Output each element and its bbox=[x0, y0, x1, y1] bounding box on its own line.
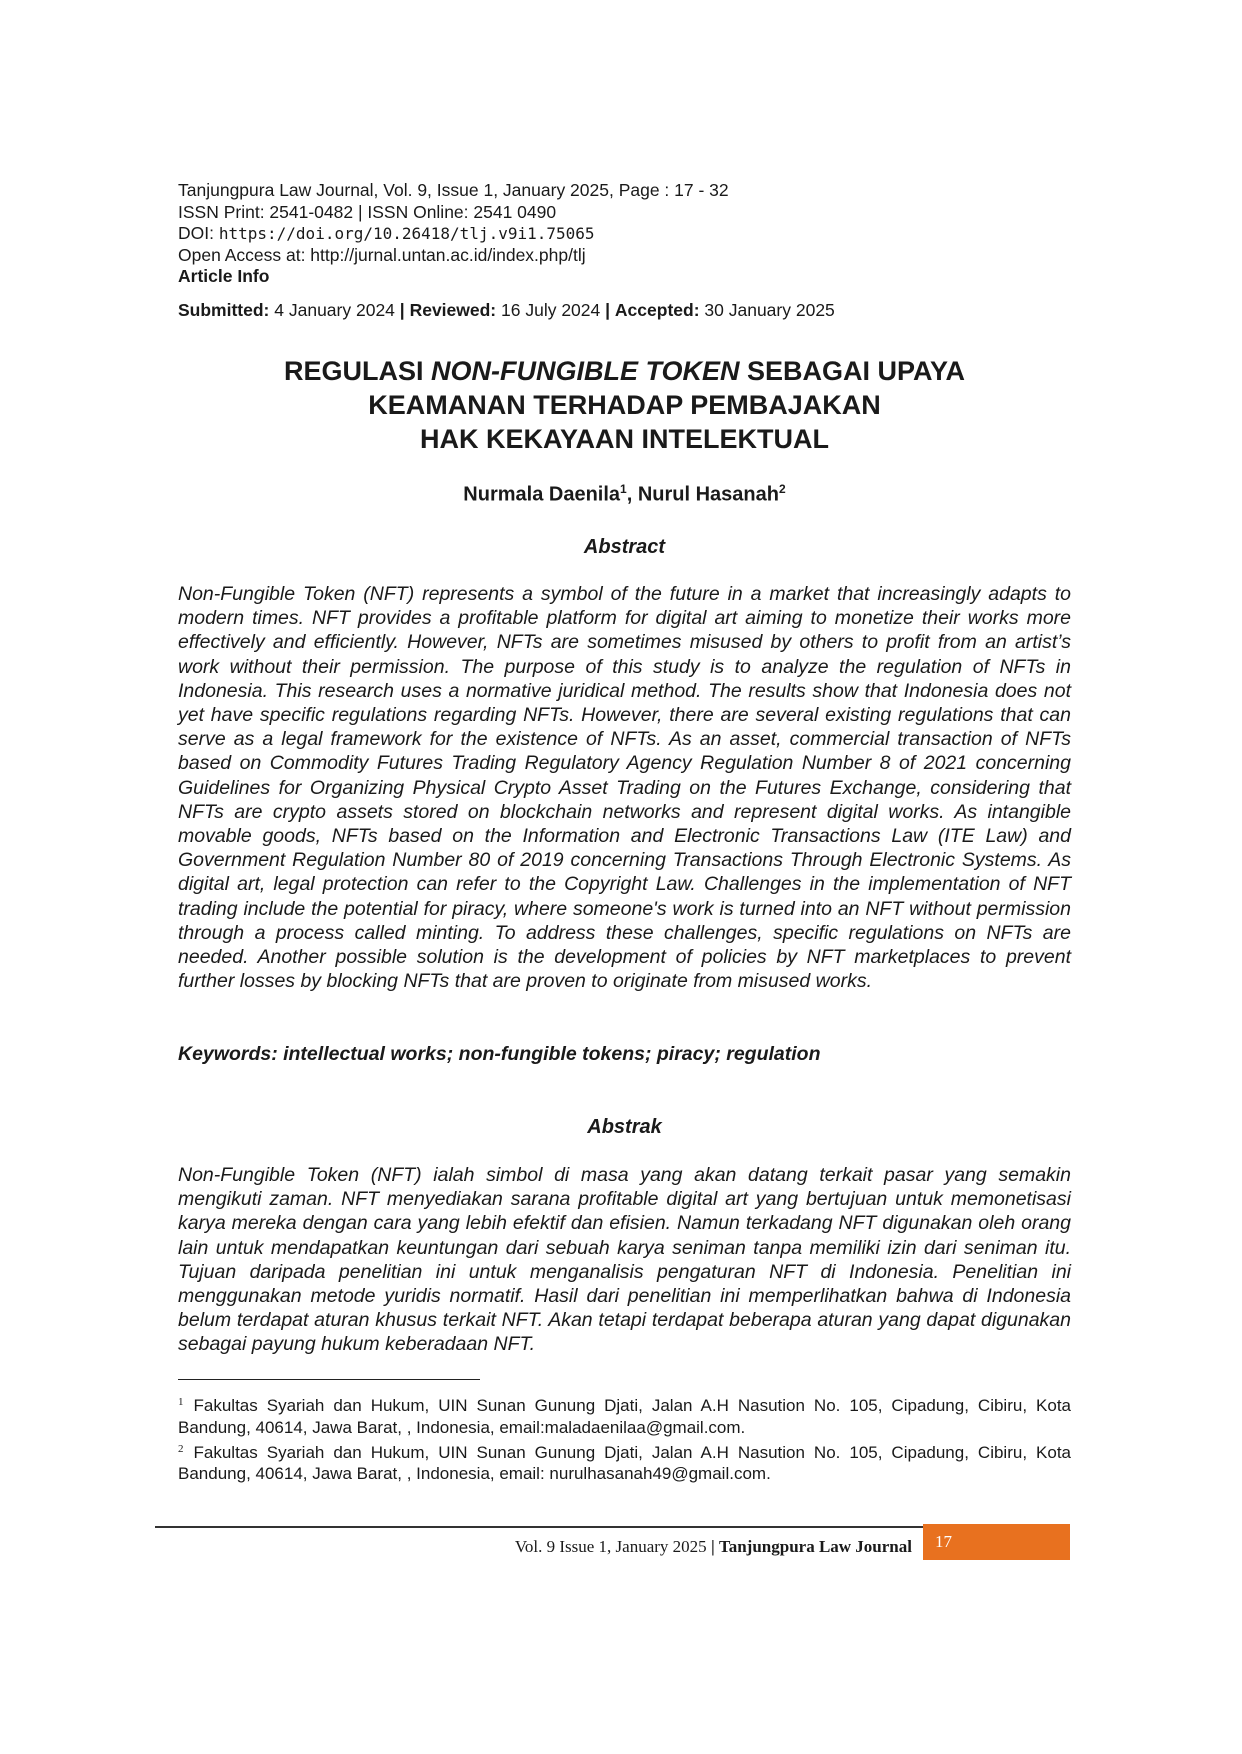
footer-volume: Vol. 9 Issue 1, January 2025 bbox=[514, 1537, 707, 1556]
footnote-mark: 1 bbox=[178, 1396, 184, 1408]
doi-label: DOI: bbox=[178, 223, 214, 243]
affiliation-mark: 2 bbox=[779, 482, 786, 496]
footer-divider bbox=[155, 1526, 923, 1528]
footer-separator: | bbox=[710, 1537, 715, 1556]
submission-dates bbox=[178, 300, 835, 321]
footnote-divider bbox=[178, 1379, 480, 1380]
footnote bbox=[178, 1392, 1071, 1439]
footnote-text: Fakultas Syariah dan Hukum, UIN Sunan Gunung Djati, Jalan A.H Nasution No. 105, Cipadung, Cibiru, Kota Bandung, 40614, Jawa Barat, , Indonesia, email:maladaenilaa@gmail.com. bbox=[178, 1396, 1071, 1437]
keywords: Keywords: intellectual works; non-fungible tokens; piracy; regulation bbox=[178, 1043, 821, 1065]
abstrak-heading: Abstrak bbox=[587, 1116, 662, 1138]
abstract-english: Non-Fungible Token (NFT) represents a symbol of the future in a market that increasingly adapts to modern times. NFT provides a profitable platform for digital art aiming to monetize their works more effectively and efficiently. However, NFTs are sometimes misused by others to profit from an artist’s work without their permission. The purpose of this study is to analyze the regulation of NFTs in Indonesia. This research uses a normative juridical method. The results show that Indonesia does not yet have specific regulations regarding NFTs. However, there are several existing regulations that can serve as a legal framework for the existence of NFTs. As an asset, commercial transaction of NFTs based on Commodity Futures Trading Regulatory Agency Regulation Number 8 of 2021 concerning Guidelines for Organizing Physical Crypto Asset Trading on the Futures Exchange, considering that NFTs are crypto assets stored on blockchain networks and represent digital works. As intangible movable goods, NFTs based on the Information and Electronic Transactions Law (ITE Law) and Government Regulation Number 80 of 2019 concerning Transactions Through Electronic Systems. As digital art, legal protection can refer to the Copyright Law. Challenges in the implementation of NFT trading include the potential for piracy, where someone's work is turned into an NFT without permission through a process called minting. To address these challenges, specific regulations on NFTs are needed. Another possible solution is the development of policies by NFT marketplaces to prevent further losses by blocking NFTs that are proven to originate from misused works. bbox=[178, 583, 1071, 993]
footnote-mark: 2 bbox=[178, 1442, 184, 1455]
article-info-label: Article Info bbox=[178, 266, 270, 286]
article-header bbox=[178, 180, 1078, 288]
accepted-date: 30 January 2025 bbox=[704, 300, 835, 320]
page-number: 17 bbox=[923, 1524, 1070, 1560]
reviewed-label: Reviewed: bbox=[409, 300, 497, 320]
journal-citation: Tanjungpura Law Journal, Vol. 9, Issue 1, January 2025, Page : 17 - 32 bbox=[178, 180, 729, 200]
author-name: Nurul Hasanah bbox=[637, 483, 779, 506]
article-title bbox=[178, 354, 1071, 456]
footnotes bbox=[178, 1392, 1071, 1485]
author-name: Nurmala Daenila bbox=[463, 483, 621, 506]
abstract-indonesian: Non-Fungible Token (NFT) ialah simbol di masa yang akan datang terkait pasar yang semakin mengikuti zaman. NFT menyediakan sarana profitable digital art yang bertujuan untuk memonetisasi karya mereka dengan cara yang lebih efektif dan efisien. Namun terkadang NFT digunakan oleh orang lain untuk mendapatkan keuntungan dari sebuah karya seniman tanpa memiliki izin dari seniman itu. Tujuan daripada penelitian ini untuk menganalisis pengaturan NFT di Indonesia. Penelitian ini menggunakan metode yuridis normatif. Hasil dari penelitian ini memperlihatkan bahwa di Indonesia belum terdapat aturan khusus terkait NFT. Akan tetapi terdapat beberapa aturan yang dapat digunakan sebagai payung hukum keberadaan NFT. bbox=[178, 1164, 1071, 1356]
date-separator: | bbox=[399, 300, 405, 320]
running-footer bbox=[400, 1537, 912, 1557]
title-line-2: KEAMANAN TERHADAP PEMBAJAKAN bbox=[368, 390, 881, 420]
submitted-label: Submitted: bbox=[178, 300, 270, 320]
footnote bbox=[178, 1439, 1071, 1486]
author-list: Nurmala Daenila$^1$, Nurul Hasanah$^2$ bbox=[463, 482, 786, 506]
abstract-heading: Abstract bbox=[583, 536, 666, 558]
title-line-3: HAK KEKAYAAN INTELEKTUAL bbox=[419, 424, 830, 454]
date-separator: | bbox=[605, 300, 611, 320]
title-line-1: REGULASI NON-FUNGIBLE TOKEN SEBAGAI UPAYA bbox=[283, 356, 966, 386]
footnote-text: Fakultas Syariah dan Hukum, UIN Sunan Gunung Djati, Jalan A.H Nasution No. 105, Cipadung, Cibiru, Kota Bandung, 40614, Jawa Barat, , Indonesia, email: nurulhasanah49@gmail.com. bbox=[178, 1442, 1071, 1484]
doi-link[interactable]: https://doi.org/10.26418/tlj.v9i1.75065 bbox=[218, 224, 595, 243]
doi-line bbox=[178, 223, 1078, 245]
accepted-label: Accepted: bbox=[614, 300, 700, 320]
submitted-date: 4 January 2024 bbox=[274, 300, 395, 320]
reviewed-date: 16 July 2024 bbox=[501, 300, 601, 320]
affiliation-mark: 1 bbox=[620, 482, 627, 496]
issn-line: ISSN Print: 2541-0482 | ISSN Online: 2541 0490 bbox=[178, 201, 557, 222]
footer-journal-name: Tanjungpura Law Journal bbox=[718, 1537, 912, 1556]
open-access-line: Open Access at: http://jurnal.untan.ac.id/index.php/tlj bbox=[178, 244, 586, 265]
